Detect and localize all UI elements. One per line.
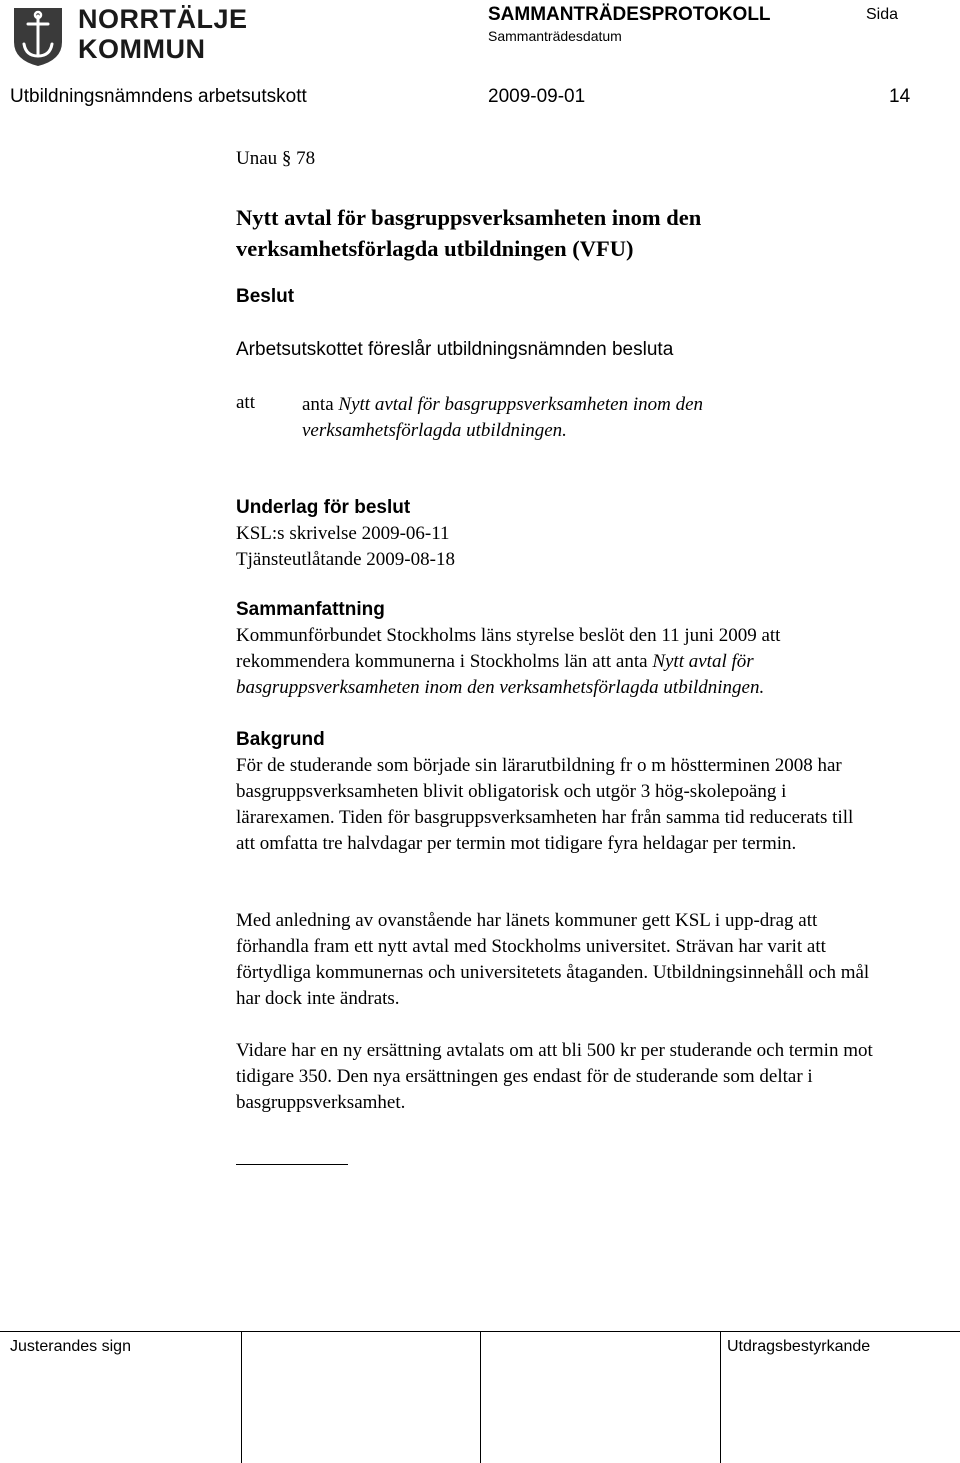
background-paragraph: Med anledning av ovanstående har länets kommuner gett KSL i upp-drag att förhandla fram ett nytt avtal med Stockholms universitet. Strävan har varit att förtydliga kommunernas och universitetets åtaganden. Utbildningsinnehåll och mål har dock inte ändrats. [236, 910, 870, 1009]
summary-text-italic: Nytt avtal för basgruppsverksamheten inom den verksamhetsförlagda utbildningen. [236, 651, 765, 698]
meeting-date: 2009-09-01 [488, 86, 586, 107]
basis-item: Tjänsteutlåtande 2009-08-18 [236, 549, 455, 570]
page-label: Sida [866, 6, 899, 23]
decision-intro: Arbetsutskottet föreslår utbildningsnämnden besluta [236, 339, 674, 360]
logo-name-line1: NORRTÄLJE [78, 4, 248, 34]
decision-heading: Beslut [236, 286, 295, 307]
extract-label: Utdragsbestyrkande [727, 1338, 871, 1355]
municipality-logo-text [78, 4, 248, 64]
anchor-crest-icon [12, 6, 64, 68]
background-heading: Bakgrund [236, 729, 325, 750]
basis-heading: Underlag för beslut [236, 497, 411, 518]
footer-divider [241, 1331, 242, 1463]
footer-divider [720, 1331, 721, 1463]
footer-divider [480, 1331, 481, 1463]
background-paragraph: För de studerande som började sin lärarutbildning fr o m höstterminen 2008 har basgruppsverksamheten blivit obligatorisk och utgör 3 hög-skolepoäng i lärarexamen. Tiden för basgruppsverksamheten har från samma tid reducerats till att omfatta tre halvdagar per termin mot tidigare fyra heldagar per termin. [236, 755, 854, 854]
summary-text-plain: Kommunförbundet Stockholms läns styrelse beslöt den 11 juni 2009 att rekommendera kommunerna i Stockholms län att anta [236, 625, 781, 672]
page-title: Nytt avtal för basgruppsverksamheten inom den verksamhetsförlagda utbildningen (VFU) [236, 205, 702, 261]
page-number: 14 [889, 86, 911, 107]
document-type: SAMMANTRÄDESPROTOKOLL [488, 4, 771, 25]
municipality-crest [12, 6, 64, 68]
decision-text-italic: Nytt avtal för basgruppsverksamheten inom den verksamhetsförlagda utbildningen. [302, 394, 704, 441]
summary-heading: Sammanfattning [236, 599, 385, 620]
committee-name: Utbildningsnämndens arbetsutskott [10, 86, 307, 107]
att-label: att [236, 392, 255, 413]
summary-text [236, 623, 876, 701]
sign-label: Justerandes sign [10, 1338, 131, 1355]
decision-text-plain: anta [302, 394, 339, 415]
case-number: Unau § 78 [236, 148, 316, 169]
logo-name-line2: KOMMUN [78, 34, 206, 64]
meeting-date-label: Sammanträdesdatum [488, 28, 622, 44]
decision-text [302, 392, 862, 444]
basis-item: KSL:s skrivelse 2009-06-11 [236, 523, 450, 544]
end-rule [236, 1164, 348, 1165]
background-paragraph: Vidare har en ny ersättning avtalats om att bli 500 kr per studerande och termin mot tidigare 350. Den nya ersättningen ges endast för de studerande som deltar i basgruppsverksamhet. [236, 1040, 873, 1113]
